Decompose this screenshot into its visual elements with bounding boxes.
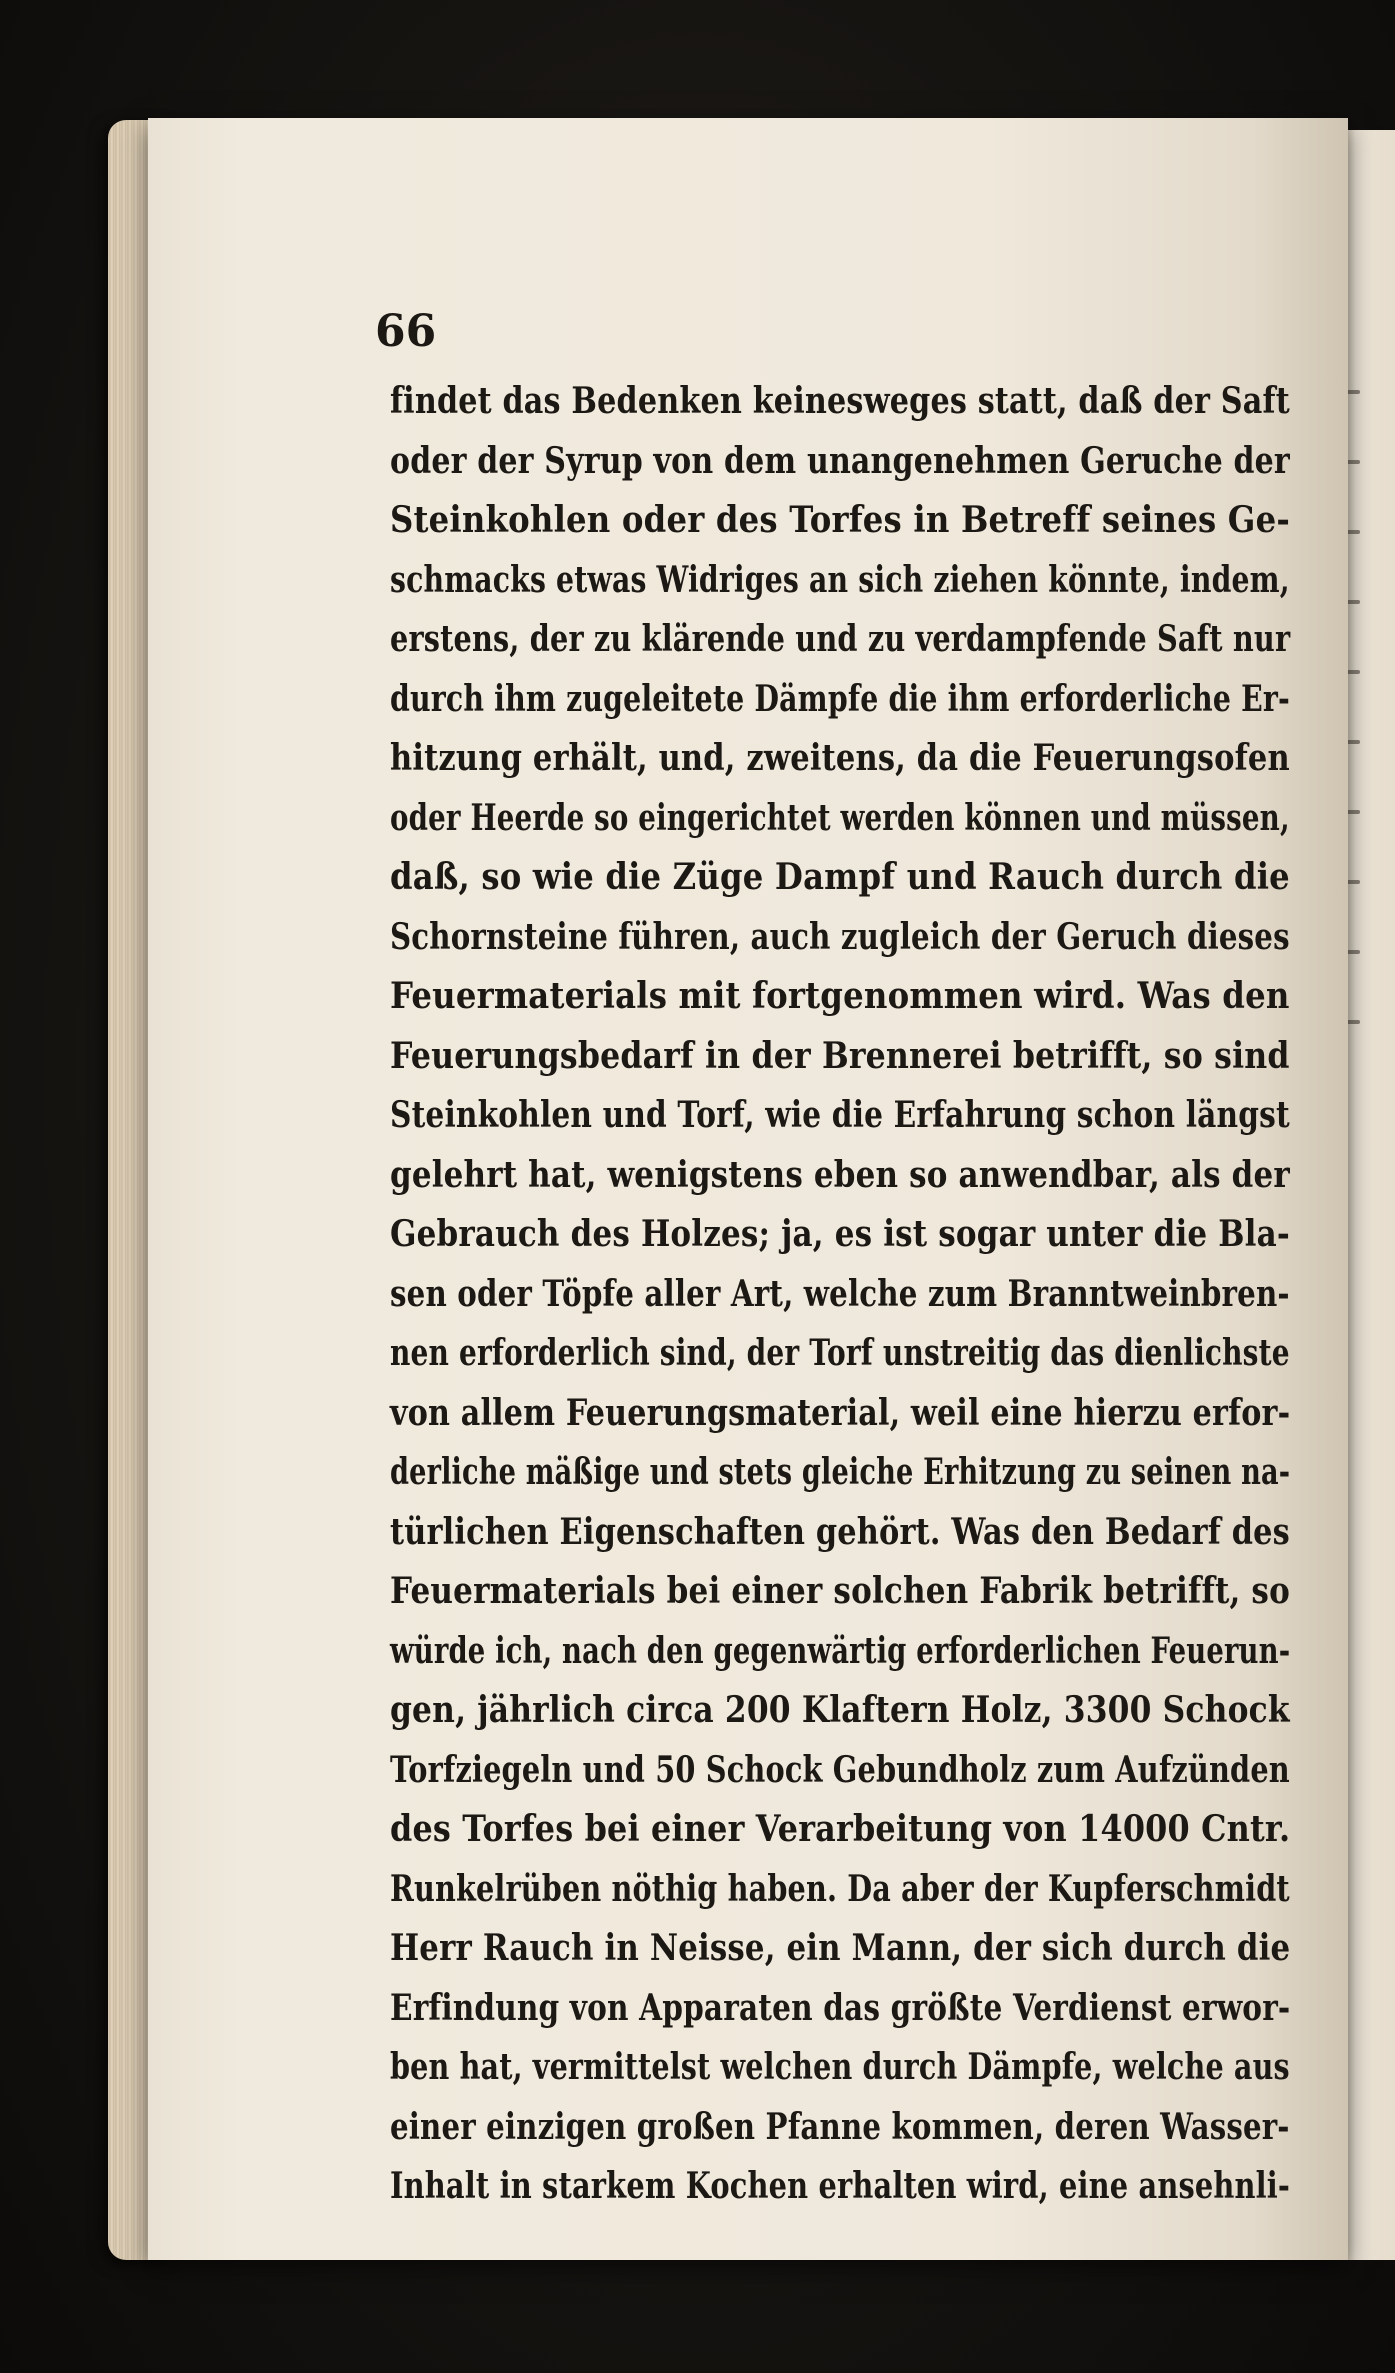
text-line: gen, jährlich circa 200 Klaftern Holz, 3300 Schock (390, 1689, 1290, 1731)
text-line: Feuermaterials bei einer solchen Fabrik betrifft, so (390, 1570, 1290, 1612)
text-line: Gebrauch des Holzes; ja, es ist sogar unter die Bla- (390, 1213, 1290, 1255)
text-line: Steinkohlen oder des Torfes in Betreff seines Ge- (390, 499, 1290, 541)
text-line: Steinkohlen und Torf, wie die Erfahrung schon längst (390, 1094, 1290, 1136)
text-line: Herr Rauch in Neisse, ein Mann, der sich durch die (390, 1927, 1291, 1969)
text-line: einer einzigen großen Pfanne kommen, deren Wasser- (390, 2105, 1290, 2148)
page-number: 66 (375, 306, 437, 357)
text-line: des Torfes bei einer Verarbeitung von 14000 Cntr. (390, 1808, 1291, 1850)
text-line: durch ihm zugeleitete Dämpfe die ihm erforderliche Er- (390, 677, 1290, 720)
text-line: findet das Bedenken keinesweges statt, daß der Saft (390, 380, 1290, 422)
text-line: nen erforderlich sind, der Torf unstreitig das dienlichste (390, 1332, 1290, 1374)
text-line: türlichen Eigenschaften gehört. Was den Bedarf des (390, 1510, 1290, 1553)
text-line: daß, so wie die Züge Dampf und Rauch durch die (390, 856, 1290, 898)
text-line: sen oder Töpfe aller Art, welche zum Branntweinbren- (390, 1272, 1290, 1315)
text-line: Schornsteine führen, auch zugleich der Geruch dieses (390, 915, 1290, 958)
text-line: von allem Feuerungsmaterial, weil eine hierzu erfor- (390, 1391, 1291, 1434)
text-line: ben hat, vermittelst welchen durch Dämpfe, welche aus (390, 2046, 1290, 2088)
text-line: schmacks etwas Widriges an sich ziehen könnte, indem, (390, 558, 1290, 601)
text-line: derliche mäßige und stets gleiche Erhitzung zu seinen na- (390, 1451, 1291, 1493)
text-line: oder Heerde so eingerichtet werden können und müssen, (390, 796, 1290, 839)
text-line: gelehrt hat, wenigstens eben so anwendbar, als der (390, 1153, 1290, 1196)
text-line: Torfziegeln und 50 Schock Gebundholz zum Aufzünden (390, 1748, 1290, 1791)
text-line: Feuerungsbedarf in der Brennerei betrifft, so sind (390, 1034, 1290, 1077)
text-line: Erfindung von Apparaten das größte Verdienst erwor- (390, 1986, 1291, 2029)
text-line: Inhalt in starkem Kochen erhalten wird, eine ansehnli- (390, 2165, 1291, 2207)
text-line: hitzung erhält, und, zweitens, da die Feuerungsofen (390, 737, 1290, 779)
page-text (390, 372, 1290, 2217)
text-line: würde ich, nach den gegenwärtig erforderlichen Feuerun- (390, 1629, 1291, 1672)
text-line: oder der Syrup von dem unangenehmen Geruche der (390, 439, 1290, 482)
text-line: erstens, der zu klärende und zu verdampfende Saft nur (390, 618, 1291, 660)
text-line: Feuermaterials mit fortgenommen wird. Was den (390, 975, 1290, 1017)
text-line: Runkelrüben nöthig haben. Da aber der Kupferschmidt (390, 1867, 1290, 1910)
